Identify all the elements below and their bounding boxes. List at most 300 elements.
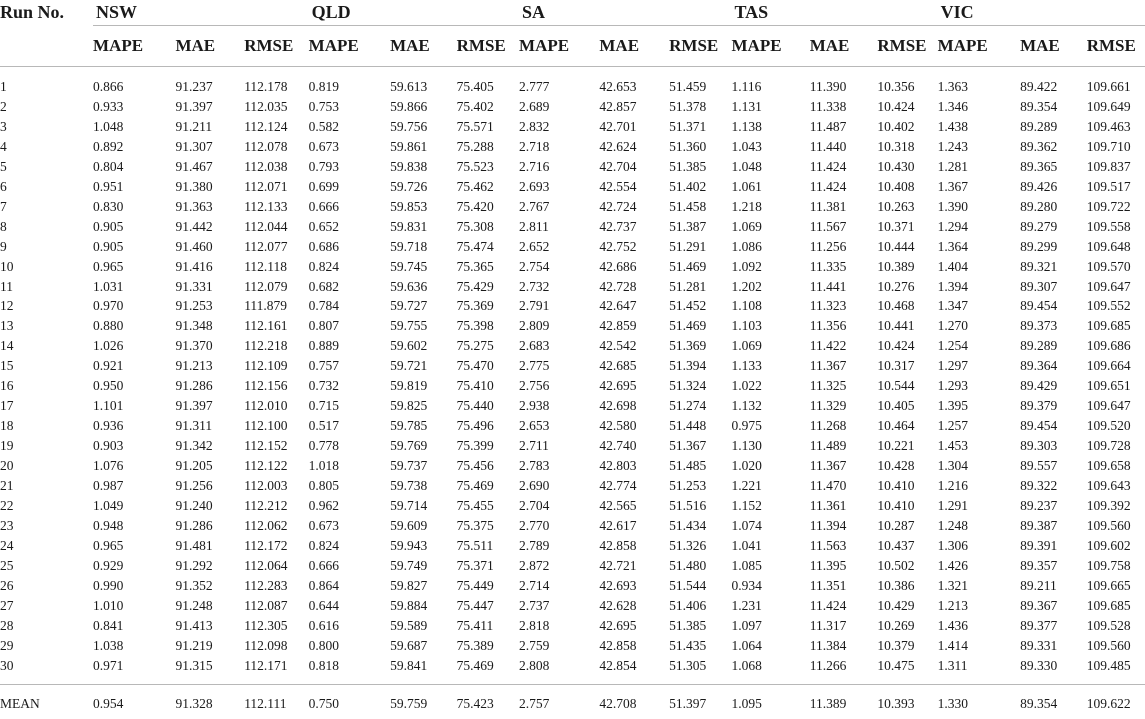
value-cell: 112.118 [244, 258, 288, 274]
run-number-cell: 7 [0, 198, 7, 214]
value-cell: 1.152 [731, 498, 762, 514]
value-cell: 91.363 [175, 198, 213, 214]
value-cell: 1.049 [93, 498, 124, 514]
table-header [0, 0, 1145, 67]
value-cell: 91.237 [175, 79, 213, 94]
value-cell: 91.311 [175, 418, 213, 434]
value-cell: 11.361 [809, 498, 847, 514]
value-cell: 109.651 [1086, 378, 1131, 394]
value-cell: 0.889 [308, 338, 340, 354]
value-cell: 59.738 [390, 478, 428, 494]
value-cell: 59.714 [390, 498, 428, 514]
metric-header-sa-rmse: RMSE [669, 26, 731, 67]
value-cell: 1.257 [937, 418, 969, 434]
value-cell: 0.970 [93, 298, 124, 314]
region-header-qld: QLD [309, 0, 519, 26]
mean-value-cell: 42.708 [599, 695, 637, 711]
value-cell: 112.079 [244, 278, 288, 294]
value-cell: 2.775 [519, 358, 550, 374]
value-cell: 51.434 [669, 517, 707, 533]
value-cell: 1.364 [937, 238, 969, 254]
value-cell: 109.661 [1086, 79, 1131, 94]
value-cell: 0.804 [93, 158, 124, 174]
value-cell: 112.124 [244, 118, 288, 134]
value-cell: 10.410 [877, 498, 915, 514]
value-cell: 2.783 [519, 458, 550, 474]
value-cell: 91.380 [175, 178, 213, 194]
table-row [0, 456, 1145, 476]
value-cell: 42.695 [599, 617, 637, 633]
value-cell: 2.683 [519, 338, 550, 354]
value-cell: 10.287 [877, 517, 915, 533]
value-cell: 89.454 [1020, 298, 1058, 314]
value-cell: 11.268 [809, 418, 847, 434]
value-cell: 11.440 [809, 138, 847, 154]
value-cell: 0.673 [308, 138, 340, 154]
value-cell: 2.791 [519, 298, 550, 314]
value-cell: 91.213 [175, 358, 213, 374]
value-cell: 42.701 [599, 118, 637, 134]
value-cell: 51.435 [669, 637, 707, 653]
value-cell: 112.078 [244, 138, 288, 154]
value-cell: 109.722 [1086, 198, 1131, 214]
value-cell: 51.369 [669, 338, 707, 354]
run-number-cell: 1 [0, 79, 7, 94]
value-cell: 10.276 [877, 278, 915, 294]
table-row [0, 157, 1145, 177]
value-cell: 10.379 [877, 637, 915, 653]
spacer-cell [0, 684, 1145, 694]
value-cell: 51.387 [669, 218, 707, 234]
value-cell: 89.426 [1020, 178, 1058, 194]
value-cell: 11.567 [809, 218, 847, 234]
value-cell: 0.965 [93, 258, 124, 274]
value-cell: 89.364 [1020, 358, 1058, 374]
value-cell: 2.777 [519, 79, 550, 94]
value-cell: 1.367 [937, 178, 969, 194]
value-cell: 89.377 [1020, 617, 1058, 633]
value-cell: 1.108 [731, 298, 762, 314]
value-cell: 11.338 [809, 98, 847, 114]
value-cell: 75.429 [456, 278, 494, 294]
metric-header-vic-mape: MAPE [938, 26, 1020, 67]
value-cell: 10.371 [877, 218, 915, 234]
value-cell: 112.044 [244, 218, 288, 234]
value-cell: 42.686 [599, 258, 637, 274]
value-cell: 11.424 [809, 178, 847, 194]
value-cell: 112.122 [244, 458, 288, 474]
value-cell: 59.609 [390, 517, 428, 533]
value-cell: 91.481 [175, 537, 213, 553]
value-cell: 89.280 [1020, 198, 1058, 214]
value-cell: 59.943 [390, 537, 428, 553]
value-cell: 1.426 [937, 557, 969, 573]
mean-value-cell: 89.354 [1020, 695, 1058, 711]
value-cell: 112.064 [244, 557, 288, 573]
value-cell: 0.903 [93, 438, 124, 454]
value-cell: 42.721 [599, 557, 637, 573]
table-row [0, 257, 1145, 277]
value-cell: 1.363 [937, 79, 969, 94]
value-cell: 59.613 [390, 79, 428, 94]
value-cell: 75.523 [456, 158, 494, 174]
value-cell: 11.323 [809, 298, 847, 314]
value-cell: 11.335 [809, 258, 847, 274]
value-cell: 1.031 [93, 278, 124, 294]
table-row [0, 316, 1145, 336]
value-cell: 1.414 [937, 637, 969, 653]
metric-header-tas-rmse: RMSE [877, 26, 937, 67]
value-cell: 0.616 [308, 617, 340, 633]
value-cell: 1.270 [937, 318, 969, 334]
run-number-cell: 30 [0, 657, 14, 673]
value-cell: 109.685 [1086, 318, 1131, 334]
spacer-row [0, 67, 1145, 78]
value-cell: 91.352 [175, 577, 213, 593]
value-cell: 11.441 [809, 278, 847, 294]
value-cell: 112.077 [244, 238, 288, 254]
value-cell: 42.698 [599, 398, 637, 414]
metric-header-nsw-mape: MAPE [93, 26, 175, 67]
value-cell: 1.394 [937, 278, 969, 294]
value-cell: 10.389 [877, 258, 915, 274]
value-cell: 2.718 [519, 138, 550, 154]
value-cell: 1.097 [731, 617, 762, 633]
value-cell: 75.456 [456, 458, 494, 474]
value-cell: 10.444 [877, 238, 915, 254]
value-cell: 1.202 [731, 278, 762, 294]
value-cell: 11.395 [809, 557, 847, 573]
value-cell: 109.665 [1086, 577, 1131, 593]
value-cell: 109.686 [1086, 338, 1131, 354]
metric-header-row [0, 26, 1145, 67]
run-number-cell: 12 [0, 298, 14, 314]
value-cell: 10.410 [877, 478, 915, 494]
value-cell: 75.462 [456, 178, 494, 194]
metric-header-nsw-rmse: RMSE [244, 26, 308, 67]
value-cell: 0.841 [93, 617, 124, 633]
value-cell: 59.841 [390, 657, 428, 673]
mean-value-cell: 2.757 [519, 695, 550, 711]
value-cell: 75.288 [456, 138, 494, 154]
value-cell: 0.962 [308, 498, 340, 514]
value-cell: 42.857 [599, 98, 637, 114]
value-cell: 109.643 [1086, 478, 1131, 494]
value-cell: 89.321 [1020, 258, 1058, 274]
value-cell: 51.394 [669, 358, 707, 374]
value-cell: 2.693 [519, 178, 550, 194]
run-number-cell: 25 [0, 557, 14, 573]
value-cell: 2.770 [519, 517, 550, 533]
value-cell: 59.769 [390, 438, 428, 454]
metric-header-tas-mape: MAPE [732, 26, 810, 67]
value-cell: 91.442 [175, 218, 213, 234]
table-row [0, 396, 1145, 416]
value-cell: 89.557 [1020, 458, 1058, 474]
value-cell: 0.686 [308, 238, 340, 254]
value-cell: 59.602 [390, 338, 428, 354]
value-cell: 109.552 [1086, 298, 1131, 314]
value-cell: 11.563 [809, 537, 847, 553]
value-cell: 0.582 [308, 118, 340, 134]
value-cell: 11.381 [809, 198, 847, 214]
value-cell: 51.253 [669, 478, 707, 494]
value-cell: 11.356 [809, 318, 847, 334]
value-cell: 59.831 [390, 218, 428, 234]
metric-header-sa-mape: MAPE [519, 26, 599, 67]
value-cell: 1.438 [937, 118, 969, 134]
value-cell: 91.413 [175, 617, 213, 633]
value-cell: 10.428 [877, 458, 915, 474]
value-cell: 42.695 [599, 378, 637, 394]
mean-separator-row [0, 676, 1145, 685]
region-header-nsw: NSW [93, 0, 309, 26]
value-cell: 59.838 [390, 158, 428, 174]
metric-header-qld-mape: MAPE [309, 26, 390, 67]
value-cell: 109.520 [1086, 418, 1131, 434]
value-cell: 112.218 [244, 338, 288, 354]
value-cell: 0.800 [308, 637, 340, 653]
value-cell: 75.469 [456, 478, 494, 494]
value-cell: 2.767 [519, 198, 550, 214]
value-cell: 1.218 [731, 198, 762, 214]
value-cell: 1.321 [937, 577, 969, 593]
value-cell: 91.219 [175, 637, 213, 653]
value-cell: 11.367 [809, 358, 847, 374]
table-row [0, 536, 1145, 556]
run-number-cell: 29 [0, 637, 14, 653]
region-header-row [0, 0, 1145, 26]
value-cell: 0.880 [93, 318, 124, 334]
run-number-cell: 23 [0, 517, 14, 533]
value-cell: 75.275 [456, 338, 494, 354]
value-cell: 91.211 [175, 118, 213, 134]
value-cell: 42.752 [599, 238, 637, 254]
value-cell: 1.390 [937, 198, 969, 214]
value-cell: 112.003 [244, 478, 288, 494]
value-cell: 59.749 [390, 557, 428, 573]
mean-value-cell: 0.750 [308, 695, 340, 711]
value-cell: 1.092 [731, 258, 762, 274]
value-cell: 89.357 [1020, 557, 1058, 573]
value-cell: 75.470 [456, 358, 494, 374]
mean-value-cell: 109.622 [1086, 695, 1131, 711]
run-number-cell: 15 [0, 358, 14, 374]
run-number-header-blank [0, 26, 93, 67]
value-cell: 0.934 [731, 577, 762, 593]
mean-value-cell: 59.759 [390, 695, 428, 711]
value-cell: 42.737 [599, 218, 637, 234]
value-cell: 75.474 [456, 238, 494, 254]
value-cell: 42.704 [599, 158, 637, 174]
metric-header-vic-mae: MAE [1020, 26, 1087, 67]
value-cell: 59.745 [390, 258, 428, 274]
value-cell: 109.649 [1086, 98, 1131, 114]
value-cell: 91.256 [175, 478, 213, 494]
value-cell: 1.231 [731, 597, 762, 613]
table-row [0, 496, 1145, 516]
value-cell: 0.824 [308, 258, 340, 274]
value-cell: 75.371 [456, 557, 494, 573]
value-cell: 109.485 [1086, 657, 1131, 673]
value-cell: 0.965 [93, 537, 124, 553]
value-cell: 11.329 [809, 398, 847, 414]
value-cell: 42.740 [599, 438, 637, 454]
table-row [0, 356, 1145, 376]
value-cell: 1.069 [731, 218, 762, 234]
value-cell: 109.710 [1086, 138, 1131, 154]
value-cell: 1.069 [731, 338, 762, 354]
value-cell: 51.469 [669, 318, 707, 334]
value-cell: 2.811 [519, 218, 549, 234]
value-cell: 89.387 [1020, 517, 1058, 533]
value-cell: 42.628 [599, 597, 637, 613]
value-cell: 91.248 [175, 597, 213, 613]
table-row [0, 336, 1145, 356]
value-cell: 2.754 [519, 258, 550, 274]
value-cell: 91.315 [175, 657, 213, 673]
value-cell: 91.331 [175, 278, 213, 294]
value-cell: 10.356 [877, 79, 915, 94]
value-cell: 59.756 [390, 118, 428, 134]
value-cell: 112.212 [244, 498, 288, 514]
value-cell: 11.367 [809, 458, 847, 474]
value-cell: 51.305 [669, 657, 707, 673]
value-cell: 2.789 [519, 537, 550, 553]
value-cell: 51.469 [669, 258, 707, 274]
table-row [0, 436, 1145, 456]
mean-value-cell: 10.393 [877, 695, 915, 711]
value-cell: 1.130 [731, 438, 762, 454]
value-cell: 91.307 [175, 138, 213, 154]
value-cell: 0.830 [93, 198, 124, 214]
value-cell: 59.866 [390, 98, 428, 114]
value-cell: 109.560 [1086, 517, 1131, 533]
value-cell: 109.664 [1086, 358, 1131, 374]
value-cell: 10.263 [877, 198, 915, 214]
table-row [0, 576, 1145, 596]
run-number-header: Run No. [0, 2, 65, 23]
value-cell: 1.281 [937, 158, 969, 174]
value-cell: 42.647 [599, 298, 637, 314]
value-cell: 51.385 [669, 158, 707, 174]
value-cell: 2.716 [519, 158, 550, 174]
value-cell: 109.758 [1086, 557, 1131, 573]
value-cell: 1.026 [93, 338, 124, 354]
value-cell: 89.429 [1020, 378, 1058, 394]
mean-label: MEAN [0, 695, 40, 711]
table-row [0, 197, 1145, 217]
value-cell: 112.035 [244, 98, 288, 114]
value-cell: 2.689 [519, 98, 550, 114]
value-cell: 75.405 [456, 79, 494, 94]
value-cell: 42.580 [599, 418, 637, 434]
value-cell: 10.430 [877, 158, 915, 174]
value-cell: 51.459 [669, 79, 707, 94]
value-cell: 112.172 [244, 537, 288, 553]
value-cell: 109.728 [1086, 438, 1131, 454]
value-cell: 1.131 [731, 98, 762, 114]
value-cell: 0.936 [93, 418, 124, 434]
value-cell: 11.394 [809, 517, 847, 533]
value-cell: 42.728 [599, 278, 637, 294]
value-cell: 91.240 [175, 498, 213, 514]
value-cell: 0.818 [308, 657, 340, 673]
value-cell: 89.307 [1020, 278, 1058, 294]
value-cell: 109.647 [1086, 278, 1131, 294]
value-cell: 112.100 [244, 418, 288, 434]
value-cell: 1.022 [731, 378, 762, 394]
value-cell: 1.103 [731, 318, 762, 334]
value-cell: 51.274 [669, 398, 707, 414]
value-cell: 91.348 [175, 318, 213, 334]
value-cell: 89.289 [1020, 338, 1058, 354]
value-cell: 42.859 [599, 318, 637, 334]
value-cell: 1.086 [731, 238, 762, 254]
value-cell: 1.254 [937, 338, 969, 354]
value-cell: 0.929 [93, 557, 124, 573]
value-cell: 1.043 [731, 138, 762, 154]
value-cell: 89.322 [1020, 478, 1058, 494]
value-cell: 112.109 [244, 358, 288, 374]
value-cell: 10.405 [877, 398, 915, 414]
value-cell: 2.652 [519, 238, 550, 254]
value-cell: 0.933 [93, 98, 124, 114]
region-header-vic: VIC [938, 0, 1145, 26]
value-cell: 42.685 [599, 358, 637, 374]
value-cell: 2.711 [519, 438, 549, 454]
run-number-cell: 14 [0, 338, 14, 354]
value-cell: 91.460 [175, 238, 213, 254]
value-cell: 11.487 [809, 118, 847, 134]
value-cell: 51.326 [669, 537, 707, 553]
value-cell: 2.808 [519, 657, 550, 673]
value-cell: 0.753 [308, 98, 340, 114]
value-cell: 42.617 [599, 517, 637, 533]
value-cell: 10.437 [877, 537, 915, 553]
value-cell: 89.454 [1020, 418, 1058, 434]
value-cell: 1.436 [937, 617, 969, 633]
value-cell: 75.398 [456, 318, 494, 334]
table-row [0, 77, 1145, 97]
value-cell: 75.308 [456, 218, 494, 234]
value-cell: 91.467 [175, 158, 213, 174]
value-cell: 10.221 [877, 438, 915, 454]
run-number-cell: 18 [0, 418, 14, 434]
value-cell: 11.489 [809, 438, 847, 454]
value-cell: 42.542 [599, 338, 637, 354]
value-cell: 59.718 [390, 238, 428, 254]
table-row [0, 237, 1145, 257]
value-cell: 91.342 [175, 438, 213, 454]
run-number-cell: 28 [0, 617, 14, 633]
value-cell: 89.362 [1020, 138, 1058, 154]
value-cell: 42.554 [599, 178, 637, 194]
value-cell: 89.373 [1020, 318, 1058, 334]
value-cell: 112.178 [244, 79, 288, 94]
value-cell: 109.837 [1086, 158, 1131, 174]
table-row [0, 596, 1145, 616]
table-row [0, 636, 1145, 656]
value-cell: 11.424 [809, 158, 847, 174]
value-cell: 112.156 [244, 378, 288, 394]
value-cell: 59.721 [390, 358, 428, 374]
value-cell: 1.133 [731, 358, 762, 374]
value-cell: 112.283 [244, 577, 288, 593]
run-number-cell: 13 [0, 318, 14, 334]
value-cell: 0.892 [93, 138, 124, 154]
value-cell: 10.269 [877, 617, 915, 633]
